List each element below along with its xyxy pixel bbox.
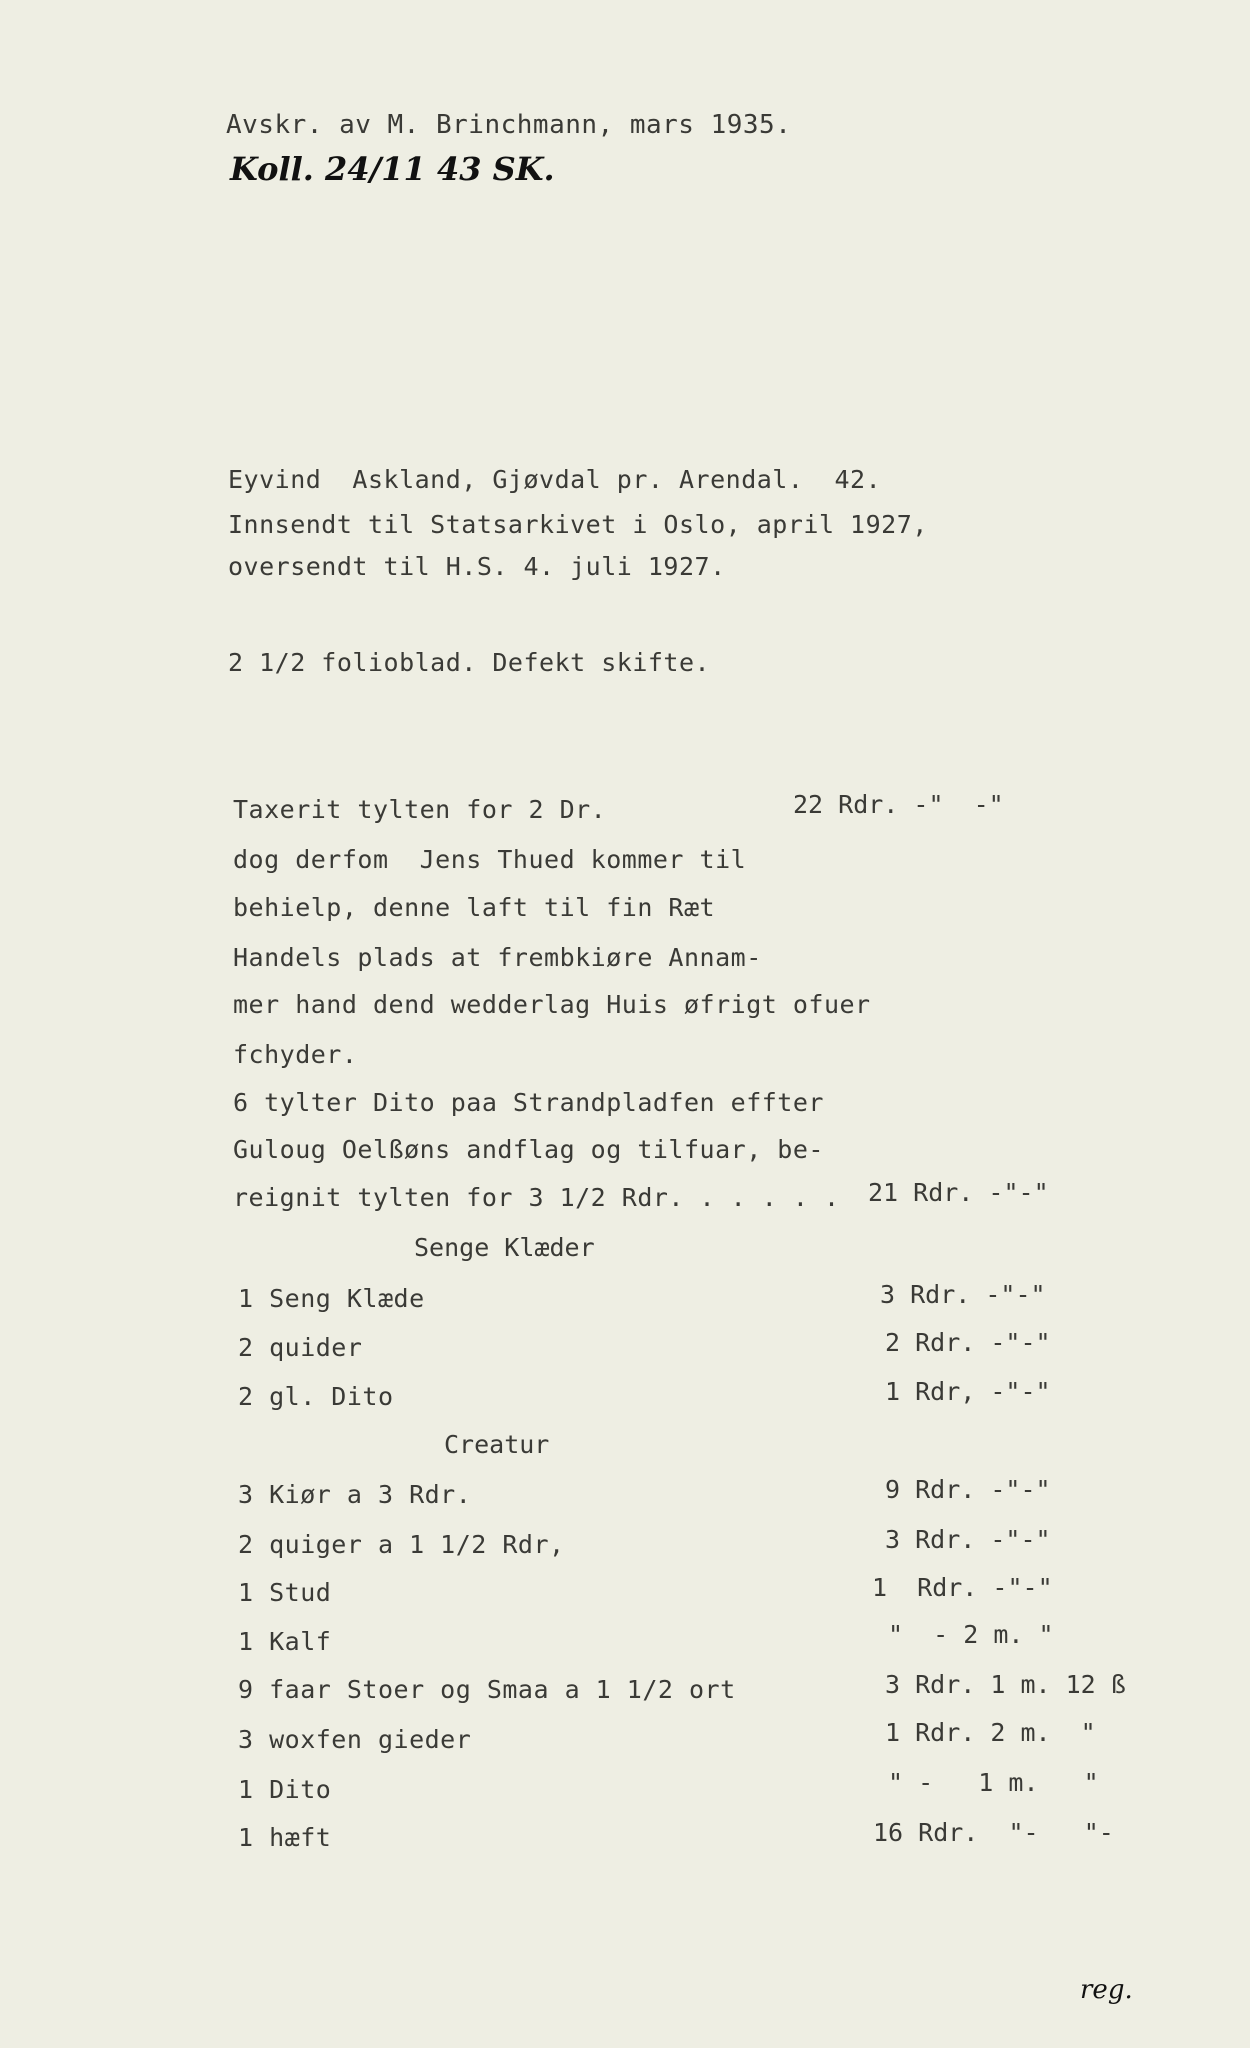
item-amount: 1 Rdr. 2 m. ": [885, 1718, 1096, 1747]
item-text: 1 Dito: [238, 1775, 332, 1804]
item-amount: 3 Rdr. -"-": [885, 1525, 1051, 1554]
entry-text: fchyder.: [233, 1040, 358, 1069]
item-amount: 9 Rdr. -"-": [885, 1475, 1051, 1504]
item-text: 1 Kalf: [238, 1627, 332, 1656]
entry-text: Taxerit tylten for 2 Dr.: [233, 795, 607, 824]
entry-text: Guloug Oelßøns andflag og tilfuar, be-: [233, 1135, 824, 1164]
handwritten-reference: Koll. 24/11 43 SK.: [230, 150, 555, 188]
item-text: 1 Stud: [238, 1578, 332, 1607]
item-text: 3 Kiør a 3 Rdr.: [238, 1480, 472, 1509]
section-heading: Creatur: [444, 1430, 550, 1459]
item-amount: 3 Rdr. -"-": [880, 1280, 1046, 1309]
entry-text: behielp, denne laft til fin Ræt: [233, 893, 716, 922]
entry-text: dog derfom Jens Thued kommer til: [233, 845, 747, 874]
item-text: 3 woxfen gieder: [238, 1725, 472, 1754]
description: 2 1/2 folioblad. Defekt skifte.: [228, 648, 711, 677]
section-heading: Senge Klæder: [414, 1233, 595, 1262]
entry-text: Handels plads at frembkiøre Annam-: [233, 943, 762, 972]
entry-amount: 22 Rdr. -" -": [793, 790, 1004, 819]
item-amount: 3 Rdr. 1 m. 12 ß: [885, 1670, 1126, 1699]
item-amount: " - 1 m. ": [888, 1768, 1099, 1797]
item-amount: " - 2 m. ": [888, 1620, 1054, 1649]
entry-text: 6 tylter Dito paa Strandpladfen effter: [233, 1088, 824, 1117]
item-text: 1 Seng Klæde: [238, 1284, 425, 1313]
item-amount: 2 Rdr. -"-": [885, 1328, 1051, 1357]
item-text: 2 quider: [238, 1333, 363, 1362]
transcription-note: Avskr. av M. Brinchmann, mars 1935.: [226, 110, 792, 140]
item-text: 1 hæft: [238, 1823, 332, 1852]
item-text: 2 gl. Dito: [238, 1382, 394, 1411]
entry-text: mer hand dend wedderlag Huis øfrigt ofuer: [233, 990, 871, 1019]
entry-text: reignit tylten for 3 1/2 Rdr. . . . . .: [233, 1183, 840, 1212]
source-line-1: Eyvind Askland, Gjøvdal pr. Arendal. 42.: [228, 465, 882, 494]
entry-amount: 21 Rdr. -"-": [868, 1178, 1049, 1207]
source-line-2: Innsendt til Statsarkivet i Oslo, april 1927,: [228, 510, 928, 539]
item-text: 2 quiger a 1 1/2 Rdr,: [238, 1530, 565, 1559]
item-amount: 16 Rdr. "- "-: [873, 1818, 1114, 1847]
item-amount: 1 Rdr, -"-": [885, 1377, 1051, 1406]
item-amount: 1 Rdr. -"-": [872, 1573, 1053, 1602]
item-text: 9 faar Stoer og Smaa a 1 1/2 ort: [238, 1675, 736, 1704]
handwritten-mark: reg.: [1080, 1975, 1133, 2005]
source-line-3: oversendt til H.S. 4. juli 1927.: [228, 552, 726, 581]
